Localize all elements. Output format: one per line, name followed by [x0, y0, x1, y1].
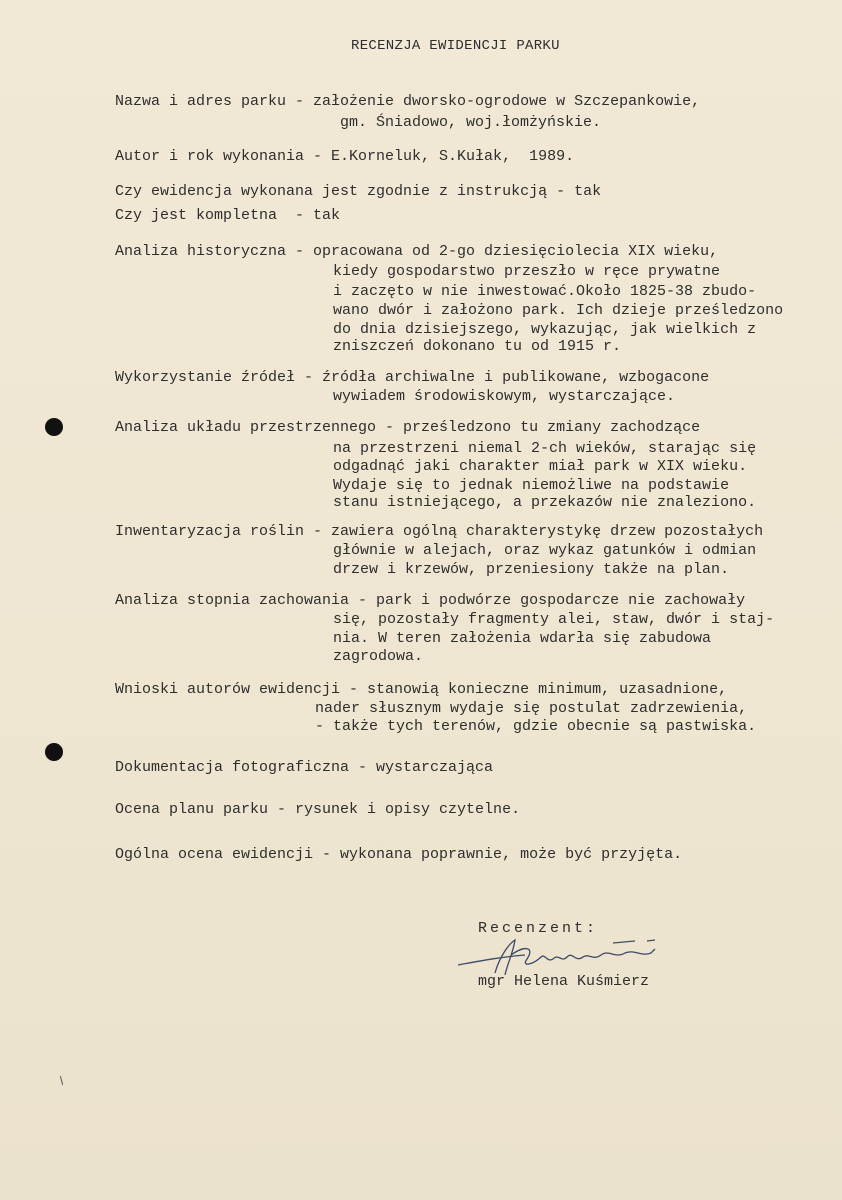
- text-line: drzew i krzewów, przeniesiony także na plan.: [333, 561, 730, 578]
- text-line: Nazwa i adres parku - założenie dworsko-ogrodowe w Szczepankowie,: [115, 93, 701, 110]
- text-line: odgadnąć jaki charakter miał park w XIX wieku.: [333, 458, 748, 475]
- text-line: - także tych terenów, gdzie obecnie są pastwiska.: [315, 718, 757, 735]
- text-line: Analiza historyczna - opracowana od 2-go dziesięciolecia XIX wieku,: [115, 243, 719, 260]
- text-line: na przestrzeni niemal 2-ch wieków, starając się: [333, 440, 757, 457]
- text-line: głównie w alejach, oraz wykaz gatunków i odmian: [333, 542, 757, 559]
- text-line: kiedy gospodarstwo przeszło w ręce prywatne: [333, 263, 721, 280]
- text-line: nader słusznym wydaje się postulat zadrzewienia,: [315, 700, 748, 717]
- text-line: zagrodowa.: [333, 648, 424, 665]
- text-line: Ogólna ocena ewidencji - wykonana poprawnie, może być przyjęta.: [115, 846, 683, 863]
- text-line: zniszczeń dokonano tu od 1915 r.: [333, 338, 622, 355]
- text-line: Dokumentacja fotograficzna - wystarczająca: [115, 759, 494, 776]
- punch-hole: [45, 418, 63, 436]
- text-line: stanu istniejącego, a przekazów nie znaleziono.: [333, 494, 757, 511]
- text-line: Analiza układu przestrzennego - prześledzono tu zmiany zachodzące: [115, 419, 701, 436]
- text-line: gm. Śniadowo, woj.łomżyńskie.: [340, 114, 602, 131]
- reviewer-label: Recenzent:: [478, 920, 599, 937]
- reviewer-name: mgr Helena Kuśmierz: [478, 973, 650, 990]
- text-line: Wykorzystanie źródeł - źródła archiwalne i publikowane, wzbogacone: [115, 369, 710, 386]
- text-line: wywiadem środowiskowym, wystarczające.: [333, 388, 676, 405]
- text-line: się, pozostały fragmenty alei, staw, dwór i staj-: [333, 611, 775, 628]
- text-line: Wydaje się to jednak niemożliwe na podstawie: [333, 477, 730, 494]
- stray-mark: [60, 1076, 63, 1085]
- text-line: do dnia dzisiejszego, wykazując, jak wielkich z: [333, 321, 757, 338]
- document-title: RECENZJA EWIDENCJI PARKU: [351, 38, 560, 54]
- text-line: Czy ewidencja wykonana jest zgodnie z instrukcją - tak: [115, 183, 602, 200]
- text-line: nia. W teren założenia wdarła się zabudowa: [333, 630, 712, 647]
- text-line: Wnioski autorów ewidencji - stanowią konieczne minimum, uzasadnione,: [115, 681, 728, 698]
- text-line: Analiza stopnia zachowania - park i podwórze gospodarcze nie zachowały: [115, 592, 746, 609]
- text-line: wano dwór i założono park. Ich dzieje prześledzono: [333, 302, 784, 319]
- text-line: Czy jest kompletna - tak: [115, 207, 341, 224]
- text-line: Autor i rok wykonania - E.Korneluk, S.Kułak, 1989.: [115, 148, 575, 165]
- text-line: Ocena planu parku - rysunek i opisy czytelne.: [115, 801, 521, 818]
- text-line: Inwentaryzacja roślin - zawiera ogólną charakterystykę drzew pozostałych: [115, 523, 764, 540]
- punch-hole: [45, 743, 63, 761]
- text-line: i zaczęto w nie inwestować.Około 1825-38 zbudo-: [333, 283, 757, 300]
